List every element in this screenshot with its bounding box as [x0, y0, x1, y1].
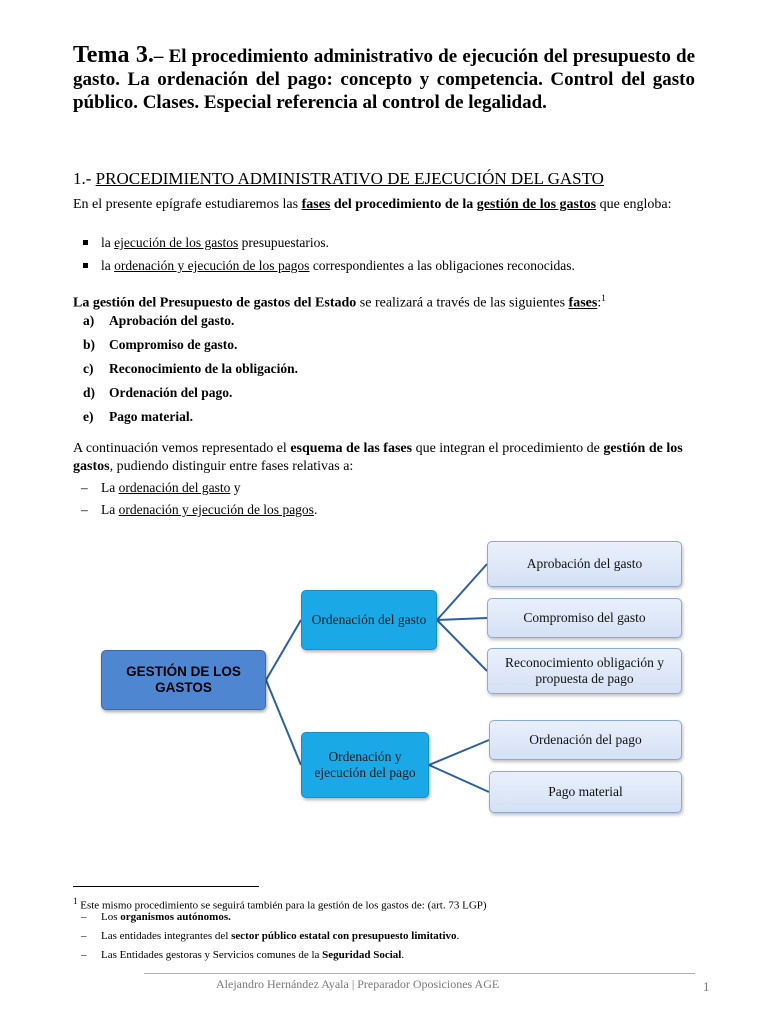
diagram-leaf-pago-material: [489, 771, 682, 813]
bullet-post: correspondientes a las obligaciones reconocidas.: [309, 258, 575, 273]
fn-item-bold: sector público estatal con presupuesto limitativo: [231, 930, 457, 942]
phases-intro: [73, 289, 695, 313]
list-item: [73, 910, 459, 929]
connector-mid2-leaf1: [429, 740, 489, 765]
phase-key: c): [83, 361, 94, 376]
diagram-leaf-aprobacion: [487, 541, 682, 587]
connector-mid1-leaf3: [437, 620, 487, 671]
phases-intro-fases: fases: [568, 295, 598, 311]
phase-key: e): [83, 409, 94, 424]
scheme-text-2: que integran el procedimiento de: [412, 441, 604, 456]
list-item: [73, 336, 695, 360]
connector-root-mid1: [266, 620, 301, 680]
scheme-item-post: .: [313, 502, 318, 517]
scheme-list: [73, 479, 695, 523]
footnote-separator: [73, 886, 259, 887]
section-heading: [73, 168, 604, 190]
scheme-item-post: y: [230, 480, 241, 495]
page-number: 1: [703, 979, 710, 994]
dash: –: [81, 949, 87, 961]
dash: –: [81, 911, 87, 923]
connector-mid2-leaf2: [429, 765, 489, 792]
dash: –: [81, 480, 88, 495]
intro-text-5: que engloba:: [596, 197, 672, 212]
list-item: [73, 312, 695, 336]
bullet-underlined: ejecución de los gastos: [114, 235, 239, 250]
footer-separator: [144, 973, 695, 974]
phases-diagram: [73, 530, 695, 830]
scheme-item-underlined: ordenación del gasto: [118, 480, 231, 495]
footnote-text: Este mismo procedimiento se seguirá también para la gestión de los gastos de: (art. 73 LGP): [77, 899, 487, 912]
phase-label: Pago material.: [109, 409, 193, 424]
diagram-node-ordenacion-pago: [301, 732, 429, 798]
intro-text-1: En el presente epígrafe estudiaremos las: [73, 197, 302, 212]
leaf-label: Pago material: [548, 784, 623, 799]
title-text: El procedimiento administrativo de ejecución del presupuesto de gasto. La ordenación del pago: concepto y competencia. Control del gasto público. Clases. Especial referencia al control de legalidad.: [73, 46, 696, 113]
section-number: 1.-: [73, 169, 92, 188]
scheme-item-pre: La: [101, 502, 119, 517]
list-item: [73, 929, 459, 948]
mid2-label: Ordenación y ejecución del pago: [314, 749, 416, 780]
diagram-leaf-ordenacion-pago: [489, 720, 682, 760]
phase-key: d): [83, 385, 96, 400]
scheme-item-pre: La: [101, 480, 119, 495]
phases-intro-colon: :: [597, 295, 602, 311]
list-item: [73, 360, 695, 384]
intro-paragraph: [73, 196, 695, 214]
connector-mid1-leaf1: [437, 564, 487, 620]
mid1-label: Ordenación del gasto: [311, 612, 427, 627]
leaf-label: Compromiso del gasto: [523, 610, 646, 625]
bullet-post: presupuestarios.: [238, 235, 329, 250]
bullet-list: [73, 234, 695, 280]
list-item: [73, 408, 695, 432]
phase-label: Compromiso de gasto.: [109, 337, 238, 352]
fn-item-pre: Las entidades integrantes del: [101, 930, 232, 942]
root-label: GESTIÓN DE LOS GASTOS: [126, 664, 241, 695]
phase-label: Reconocimiento de la obligación.: [109, 361, 298, 376]
fn-item-post: .: [456, 930, 460, 942]
phase-key: a): [83, 313, 95, 328]
list-item: [73, 257, 695, 280]
connector-mid1-leaf2: [437, 618, 487, 620]
leaf-label: Aprobación del gasto: [526, 556, 643, 571]
fn-item-post: .: [401, 949, 405, 961]
connector-root-mid2: [266, 680, 301, 765]
scheme-text-3: , pudiendo distinguir entre fases relativas a:: [109, 459, 354, 474]
phase-key: b): [83, 337, 96, 352]
fn-item-bold: organismos autónomos.: [120, 911, 231, 923]
diagram-root-node: [101, 650, 266, 710]
section-title: PROCEDIMIENTO ADMINISTRATIVO DE EJECUCIÓN DEL GASTO: [95, 169, 604, 188]
diagram-node-ordenacion-gasto: [301, 590, 437, 650]
scheme-intro: [73, 440, 695, 476]
diagram-leaf-compromiso: [487, 598, 682, 638]
intro-gestion: gestión de los gastos: [476, 197, 597, 212]
scheme-text-1: A continuación vemos representado el: [73, 441, 291, 456]
dash: –: [81, 502, 88, 517]
list-item: [73, 479, 695, 501]
page-footer: Alejandro Hernández Ayala | Preparador Oposiciones AGE: [216, 977, 500, 991]
page-title: [73, 44, 695, 114]
phases-intro-text: se realizará a través de las siguientes: [356, 295, 569, 311]
title-tema: Tema 3.: [73, 42, 154, 68]
intro-fases: fases: [301, 197, 331, 212]
bullet-underlined: ordenación y ejecución de los pagos: [114, 258, 310, 273]
footnote-number: 1: [73, 896, 78, 906]
list-item: [73, 234, 695, 257]
bullet-pre: la: [101, 258, 115, 273]
leaf-label: Reconocimiento obligación y propuesta de pago: [505, 655, 664, 686]
scheme-bold-1: esquema de las fases: [290, 441, 413, 456]
diagram-leaf-reconocimiento: [487, 648, 682, 694]
title-dash: –: [153, 46, 164, 67]
dash: –: [81, 930, 87, 942]
list-item: [73, 948, 459, 967]
scheme-bold-2: gestión de los gastos: [73, 441, 683, 474]
fn-item-pre: Las Entidades gestoras y Servicios comunes de la: [101, 949, 323, 961]
fn-item-bold: Seguridad Social: [322, 949, 402, 961]
intro-text-3: del procedimiento de la: [330, 197, 477, 212]
list-item: [73, 384, 695, 408]
phases-list: [73, 312, 695, 432]
leaf-label: Ordenación del pago: [529, 732, 642, 747]
phase-label: Aprobación del gasto.: [109, 313, 235, 328]
phases-intro-bold: La gestión del Presupuesto de gastos del Estado: [73, 295, 357, 311]
bullet-pre: la: [101, 235, 115, 250]
scheme-item-underlined: ordenación y ejecución de los pagos: [118, 502, 314, 517]
fn-item-pre: Los: [101, 911, 121, 923]
list-item: [73, 501, 695, 523]
footnote-ref[interactable]: 1: [601, 293, 606, 303]
footnote-list: [73, 910, 459, 967]
phase-label: Ordenación del pago.: [109, 385, 233, 400]
